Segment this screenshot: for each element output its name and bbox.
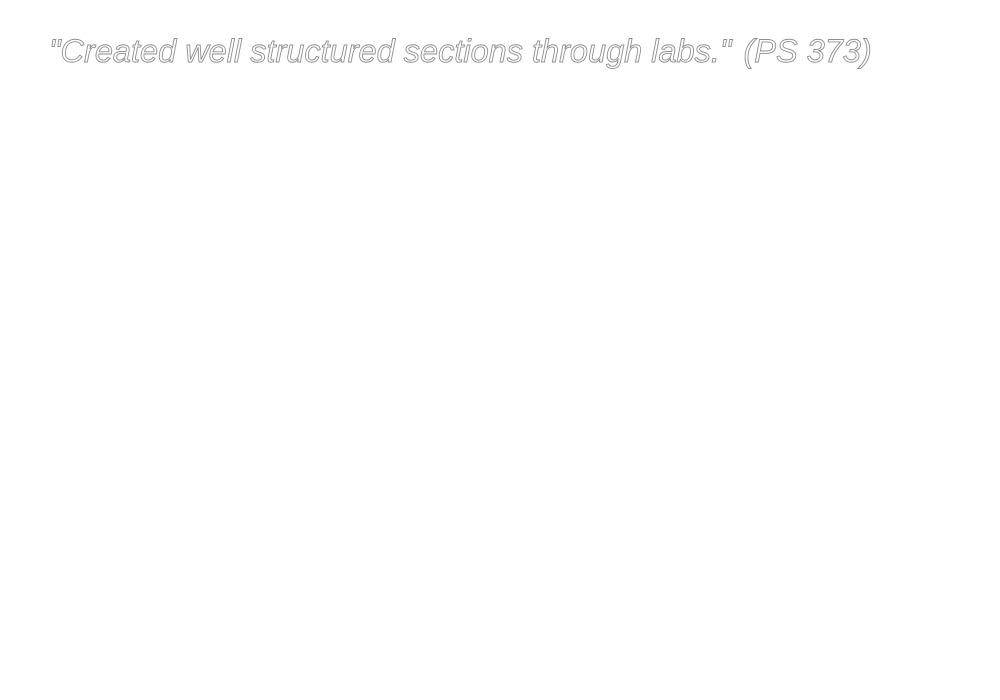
quote-block [49,33,979,70]
quote-citation: (PS 373) [743,33,872,69]
quote-text: "Created well structured sections through labs." [49,33,732,69]
